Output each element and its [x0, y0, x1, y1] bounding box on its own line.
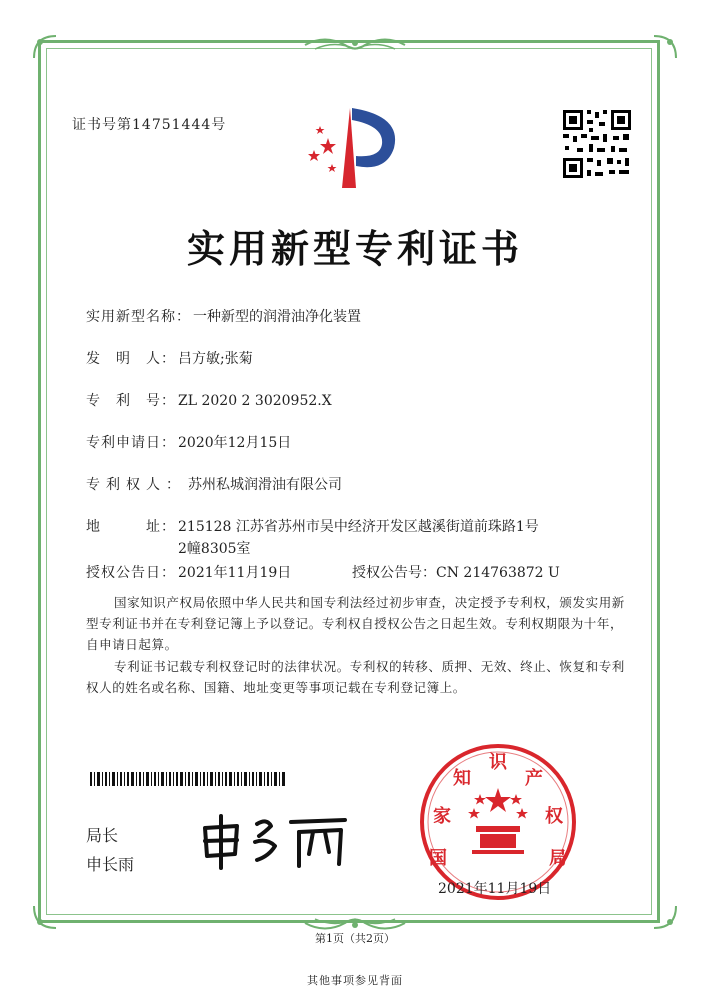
svg-text:识: 识	[489, 752, 507, 773]
corner-ornament-icon	[652, 904, 678, 930]
field-patentee	[86, 474, 342, 494]
field-value: 吕方敏;张菊	[178, 351, 253, 367]
corner-ornament-icon	[652, 34, 678, 60]
barcode-icon	[90, 772, 285, 786]
field-value: 苏州私城润滑油有限公司	[188, 477, 342, 493]
page-number: 第1页（共2页）	[315, 932, 395, 945]
svg-text:国: 国	[429, 848, 447, 869]
field-address	[86, 516, 539, 536]
svg-text:权: 权	[545, 806, 563, 827]
certificate-number: 证书号第14751444号	[72, 117, 227, 133]
field-address-line2: 2幢8305室	[178, 541, 251, 557]
field-value: 2020年12月15日	[178, 435, 292, 451]
field-label: 授权公告号：	[352, 565, 436, 581]
field-label: 专利权人：	[86, 477, 186, 493]
field-value: 215128 江苏省苏州市吴中经济开发区越溪街道前珠路1号	[178, 519, 539, 535]
field-patent-number	[86, 390, 332, 410]
field-inventor	[86, 348, 253, 368]
field-value: CN 214763872 U	[436, 565, 560, 581]
seal-date: 2021年11月19日	[438, 881, 552, 897]
corner-ornament-icon	[32, 904, 58, 930]
top-ornament-icon	[295, 34, 415, 56]
field-label: 地 址：	[86, 519, 176, 535]
certificate-paragraph: 国家知识产权局依照中华人民共和国专利法经过初步审查，决定授予专利权，颁发实用新型专利证书并在专利登记簿上予以登记。专利权自授权公告之日起生效。专利权期限为十年，自申请日起算。	[86, 595, 625, 652]
field-label: 专利申请日：	[86, 435, 176, 451]
patent-office-emblem-icon	[290, 98, 410, 194]
svg-text:知: 知	[453, 768, 471, 789]
page-title: 实用新型专利证书	[186, 227, 523, 271]
field-filing-date	[86, 432, 291, 452]
field-utility-model-name	[86, 306, 361, 326]
director-signature-icon	[195, 810, 355, 870]
field-label: 专 利 号：	[86, 393, 176, 409]
director-name: 申长雨	[86, 855, 135, 874]
field-grant-date	[86, 562, 291, 582]
certificate-paragraph: 专利证书记载专利权登记时的法律状况。专利权的转移、质押、无效、终止、恢复和专利权人的姓名或名称、国籍、地址变更等事项记载在专利登记簿上。	[86, 659, 625, 695]
svg-text:产: 产	[525, 768, 543, 789]
field-value: ZL 2020 2 3020952.X	[178, 393, 332, 409]
corner-ornament-icon	[32, 34, 58, 60]
qr-code-icon	[561, 108, 633, 180]
svg-text:局: 局	[549, 848, 567, 869]
footer-note: 其他事项参见背面	[307, 974, 403, 987]
director-title: 局长	[86, 826, 119, 845]
field-value: 2021年11月19日	[178, 565, 292, 581]
field-label: 实用新型名称：	[86, 309, 191, 325]
field-label: 发 明 人：	[86, 351, 176, 367]
field-grant-number	[352, 562, 560, 582]
field-value: 一种新型的润滑油净化装置	[193, 309, 361, 325]
field-label: 授权公告日：	[86, 565, 176, 581]
svg-text:家: 家	[433, 806, 451, 827]
